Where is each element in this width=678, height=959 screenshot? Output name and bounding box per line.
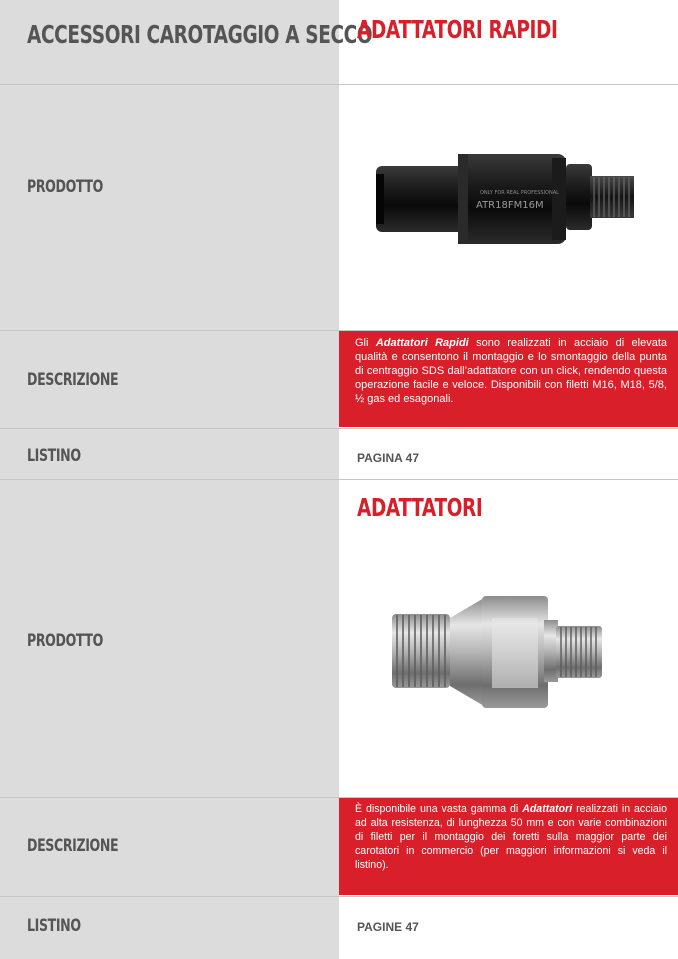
description-emphasis: Adattatori Rapidi <box>375 337 469 349</box>
listino-page-ref: PAGINA 47 <box>357 451 420 465</box>
divider <box>0 896 678 897</box>
divider <box>0 479 678 480</box>
quick-adapter-image <box>372 150 640 246</box>
label-prodotto: PRODOTTO <box>27 631 103 651</box>
listino-page-ref: PAGINE 47 <box>357 920 419 934</box>
description-text: realizzati in acciaio ad alta resistenza, di lunghezza 50 mm e con varie combinazioni di filetti per il montaggio dei foretti sulla maggior parte dei carotatori in commercio (per maggiori informazioni si veda il listino). <box>355 803 667 871</box>
section-title-adattatori-rapidi: ADATTATORI RAPIDI <box>357 15 558 44</box>
divider <box>0 428 678 429</box>
description-text: Gli <box>355 337 376 349</box>
label-prodotto: PRODOTTO <box>27 177 103 197</box>
description-text: È disponibile una vasta gamma di <box>355 803 523 815</box>
section-title-adattatori: ADATTATORI <box>357 493 483 522</box>
label-listino: LISTINO <box>27 446 81 466</box>
engraving-model: ATR18FM16M <box>476 200 544 211</box>
description-emphasis: Adattatori <box>522 803 573 815</box>
description-box <box>339 331 678 427</box>
description-box <box>339 798 678 895</box>
threaded-adapter-image <box>388 590 608 714</box>
description-text: sono realizzati in acciaio di elevata qualità e consentono il montaggio e lo smontaggio della punta di centraggio SDS dall’adattatore con un click, rendendo questa operazione facile e veloce. Disponibili con filetti M16, M18, 5/8, ½ gas ed esagonali. <box>355 337 667 405</box>
label-listino: LISTINO <box>27 916 81 936</box>
page-title: ACCESSORI CAROTAGGIO A SECCO <box>27 20 373 49</box>
label-descrizione: DESCRIZIONE <box>27 836 119 856</box>
label-descrizione: DESCRIZIONE <box>27 370 119 390</box>
engraving-small: ONLY FOR REAL PROFESSIONAL <box>480 190 559 196</box>
divider <box>0 84 678 85</box>
